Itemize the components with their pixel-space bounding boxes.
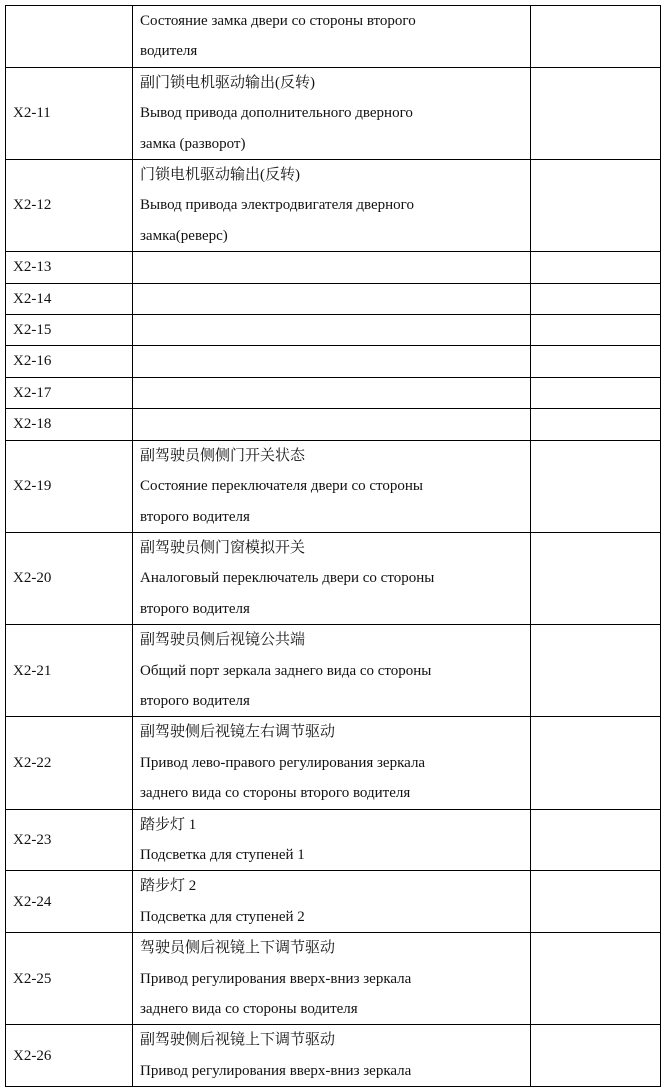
table-row <box>6 409 661 440</box>
description-cell <box>133 160 531 252</box>
description-cell <box>133 1025 531 1087</box>
table-row <box>6 315 661 346</box>
description-line: 门锁电机驱动输出(反转) <box>140 167 300 184</box>
description-line: 踏步灯 1 <box>140 816 197 833</box>
pin-cell: X2-11 <box>6 67 133 159</box>
description-line: Состояние замка двери со стороны второго <box>140 13 416 29</box>
description-cell <box>133 717 531 809</box>
description-line: Состояние переключателя двери со стороны <box>140 478 423 495</box>
description-cell <box>133 440 531 532</box>
pin-cell: X2-13 <box>6 252 133 283</box>
pin-cell: X2-17 <box>6 377 133 408</box>
description-line: Аналоговый переключатель двери со стороны <box>140 570 435 587</box>
description-line: 副驾驶侧后视镜左右调节驱动 <box>140 724 336 741</box>
pin-cell: X2-23 <box>6 809 133 871</box>
pin-cell <box>6 6 133 68</box>
pin-assignment-table <box>5 5 661 1087</box>
pin-cell: X2-14 <box>6 283 133 314</box>
note-cell <box>531 809 661 871</box>
note-cell <box>531 377 661 408</box>
description-cell <box>133 377 531 408</box>
description-line: замка (разворот) <box>140 135 246 152</box>
note-cell <box>531 315 661 346</box>
table-row <box>6 440 661 532</box>
description-line: заднего вида со стороны второго водителя <box>140 785 411 802</box>
description-line: второго водителя <box>140 692 250 709</box>
note-cell <box>531 871 661 933</box>
description-cell <box>133 67 531 159</box>
table-row <box>6 6 661 68</box>
description-line: Привод лево-правого регулирования зеркала <box>140 754 426 771</box>
pin-cell: X2-19 <box>6 440 133 532</box>
note-cell <box>531 346 661 377</box>
description-line: Вывод привода электродвигателя дверного <box>140 197 414 214</box>
pin-cell: X2-21 <box>6 625 133 717</box>
description-line: Подсветка для ступеней 2 <box>140 908 305 925</box>
description-cell <box>133 809 531 871</box>
pin-cell: X2-20 <box>6 532 133 624</box>
table-row <box>6 871 661 933</box>
description-cell <box>133 625 531 717</box>
pin-cell: X2-12 <box>6 160 133 252</box>
pin-cell: X2-18 <box>6 409 133 440</box>
pin-cell: X2-25 <box>6 933 133 1025</box>
note-cell <box>531 252 661 283</box>
table-row <box>6 532 661 624</box>
note-cell <box>531 67 661 159</box>
description-cell <box>133 6 531 68</box>
table-row <box>6 717 661 809</box>
table-row <box>6 160 661 252</box>
description-cell <box>133 283 531 314</box>
pin-cell: X2-24 <box>6 871 133 933</box>
note-cell <box>531 625 661 717</box>
note-cell <box>531 283 661 314</box>
description-line: 副门锁电机驱动输出(反转) <box>140 74 315 91</box>
note-cell <box>531 933 661 1025</box>
table-row <box>6 346 661 377</box>
description-line: второго водителя <box>140 508 250 525</box>
table-row <box>6 67 661 159</box>
description-line: 副驾驶员侧侧门开关状态 <box>140 447 306 464</box>
table-row <box>6 252 661 283</box>
description-line: 副驾驶员侧后视镜公共端 <box>140 632 306 649</box>
table-body <box>6 6 661 1087</box>
pin-cell: X2-22 <box>6 717 133 809</box>
note-cell <box>531 1025 661 1087</box>
table-row <box>6 1025 661 1087</box>
description-line: 踏步灯 2 <box>140 878 197 895</box>
note-cell <box>531 532 661 624</box>
description-line: 副驾驶侧后视镜上下调节驱动 <box>140 1032 336 1049</box>
note-cell <box>531 6 661 68</box>
description-line: Привод регулирования вверх-вниз зеркала <box>140 1062 412 1079</box>
description-cell <box>133 252 531 283</box>
description-line: Вывод привода дополнительного дверного <box>140 105 413 122</box>
description-line: заднего вида со стороны водителя <box>140 1001 358 1017</box>
description-line: водителя <box>140 43 198 60</box>
description-line: Привод регулирования вверх-вниз зеркала <box>140 970 412 987</box>
description-line: 驾驶员侧后视镜上下调节驱动 <box>140 940 336 957</box>
description-cell <box>133 315 531 346</box>
description-line: Общий порт зеркала заднего вида со стороны <box>140 662 432 679</box>
description-line: Подсветка для ступеней 1 <box>140 846 305 863</box>
table-row <box>6 933 661 1025</box>
description-cell <box>133 346 531 377</box>
description-cell <box>133 871 531 933</box>
note-cell <box>531 409 661 440</box>
table-row <box>6 283 661 314</box>
description-line: второго водителя <box>140 600 250 617</box>
pin-cell: X2-26 <box>6 1025 133 1087</box>
description-line: 副驾驶员侧门窗模拟开关 <box>140 539 306 556</box>
description-cell <box>133 933 531 1025</box>
description-line: замка(реверс) <box>140 227 228 244</box>
description-cell <box>133 532 531 624</box>
table-row <box>6 809 661 871</box>
note-cell <box>531 717 661 809</box>
table-row <box>6 625 661 717</box>
pin-cell: X2-16 <box>6 346 133 377</box>
note-cell <box>531 440 661 532</box>
description-cell <box>133 409 531 440</box>
pin-cell: X2-15 <box>6 315 133 346</box>
table-row <box>6 377 661 408</box>
note-cell <box>531 160 661 252</box>
